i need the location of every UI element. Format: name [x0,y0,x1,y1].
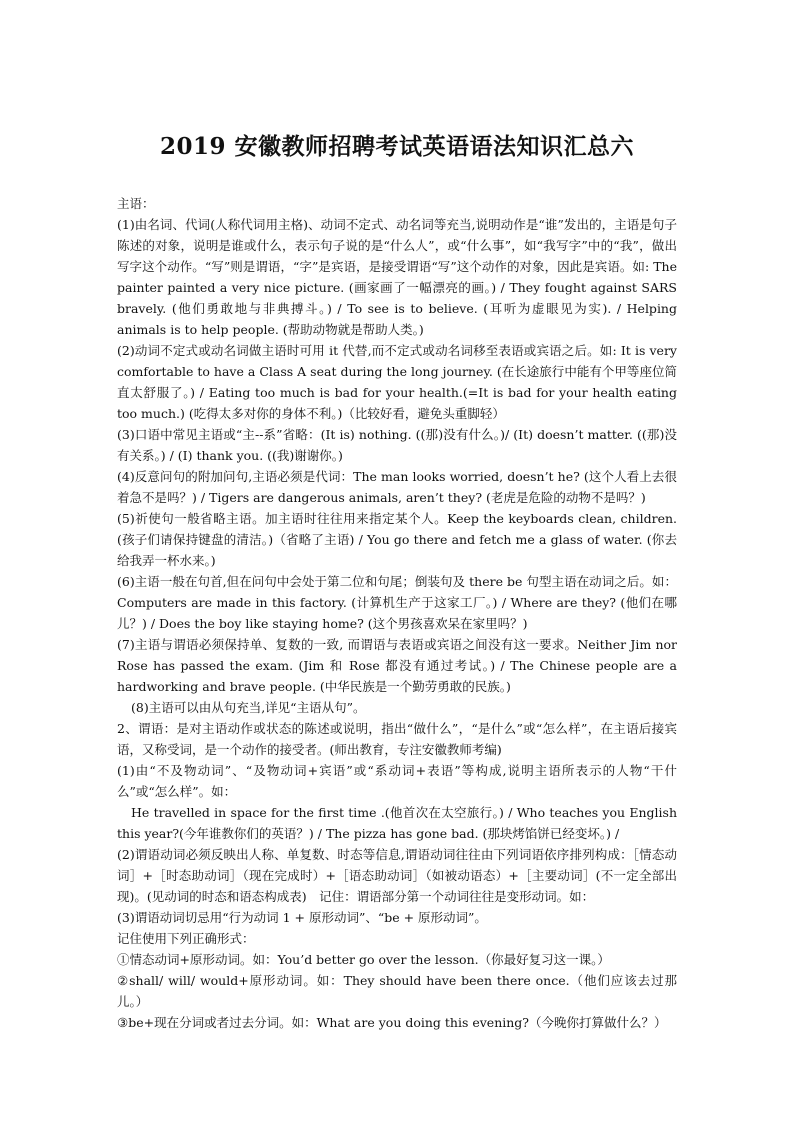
paragraph: 记住使用下列正确形式： [117,931,255,946]
paragraph-subject-heading: 主语： [117,196,155,211]
list-item: ③be+现在分词或者过去分词。如：What are you doing this evening?（今晚你打算做什么？） [117,1015,667,1030]
paragraph: (8)主语可以由从句充当,详见“主语从句”。 [131,700,366,715]
paragraph: (2)谓语动词必须反映出人称、单复数、时态等信息,谓语动词往往由下列词语依序排列构成：［情态动词］+［时态助动词］（现在完成时）+［语态助动词］（如被动语态）+［主要动词］(不一定全部出现)。(见动词的时态和语态构成表) 记住：谓语部分第一个动词往往是变形动词。如： [117,847,677,904]
paragraph: (1)由“不及物动词”、“及物动词+宾语”或“系动词+表语”等构成,说明主语所表示的人物“干什么”或“怎么样”。如： [117,763,677,799]
page-title: 2019 安徽教师招聘考试英语语法知识汇总六 [159,133,635,160]
paragraph-predicate-heading: 2、谓语：是对主语动作或状态的陈述或说明，指出“做什么”，“是什么”或“怎么样”，在主语后接宾语，又称受词，是一个动作的接受者。(师出教育，专注安徽教师考编) [117,721,677,757]
paragraph: He travelled in space for the first time .(他首次在太空旅行。) / Who teaches you English this year?(今年谁教你们的英语？) / The pizza has gone bad. (那块烤馅饼已经变坏。) / [117,805,677,841]
list-item: ①情态动词+原形动词。如：You’d better go over the lesson.（你最好复习这一课。） [117,952,610,967]
paragraph: (7)主语与谓语必须保持单、复数的一致, 而谓语与表语或宾语之间没有这一要求。Neither Jim nor Rose has passed the exam. (Jim 和 Rose 都没有通过考试。) / The Chinese people are a hardworking and brave people. (中华民族是一个勤劳勇敢的民族。) [117,637,677,694]
document-body [117,193,677,1033]
paragraph: (2)动词不定式或动名词做主语时可用 it 代替,而不定式或动名词移至表语或宾语之后。如: It is very comfortable to have a Class A seat during the long journey. (在长途旅行中能有个甲等座位简直太舒服了。) / Eating too much is bad for your health.(=It is bad for your health eating too much.) (吃得太多对你的身体不利。)（比较好看，避免头重脚轻） [117,343,677,421]
paragraph: (3)谓语动词切忌用“行为动词 1 + 原形动词”、“be + 原形动词”。 [117,910,487,925]
paragraph: (5)祈使句一般省略主语。加主语时往往用来指定某个人。Keep the keyboards clean, children. (孩子们请保持键盘的清洁。)（省略了主语) / You go there and fetch me a glass of water. (你去给我弄一杯水来。) [117,511,677,568]
paragraph: (4)反意问句的附加问句,主语必须是代词：The man looks worried, doesn’t he? (这个人看上去很着急不是吗？) / Tigers are dangerous animals, aren’t they? (老虎是危险的动物不是吗？) [117,469,677,505]
list-item: ②shall/ will/ would+原形动词。如：They should have been there once.（他们应该去过那儿。） [117,973,677,1009]
paragraph: (6)主语一般在句首,但在问句中会处于第二位和句尾；倒装句及 there be 句型主语在动词之后。如：Computers are made in this factory. (计算机生产于这家工厂。) / Where are they? (他们在哪儿？) / Does the boy like staying home? (这个男孩喜欢呆在家里吗？) [117,574,677,631]
paragraph: (1)由名词、代词(人称代词用主格)、动词不定式、动名词等充当,说明动作是“谁”发出的，主语是句子陈述的对象，说明是谁或什么，表示句子说的是“什么人”，或“什么事”，如“我写字”中的“我”，做出写字这个动作。“写”则是谓语，“字”是宾语，是接受谓语“写”这个动作的对象，因此是宾语。如: The painter painted a very nice picture. (画家画了一幅漂亮的画。) / They fought against SARS bravely. (他们勇敢地与非典搏斗。) / To see is to believe. (耳听为虚眼见为实). / Helping animals is to help people. (帮助动物就是帮助人类。) [117,217,677,337]
paragraph: (3)口语中常见主语或“主--系”省略：(It is) nothing. ((那)没有什么。)/ (It) doesn’t matter. ((那)没有关系。) / (I) thank you. ((我)谢谢你。) [117,427,677,463]
